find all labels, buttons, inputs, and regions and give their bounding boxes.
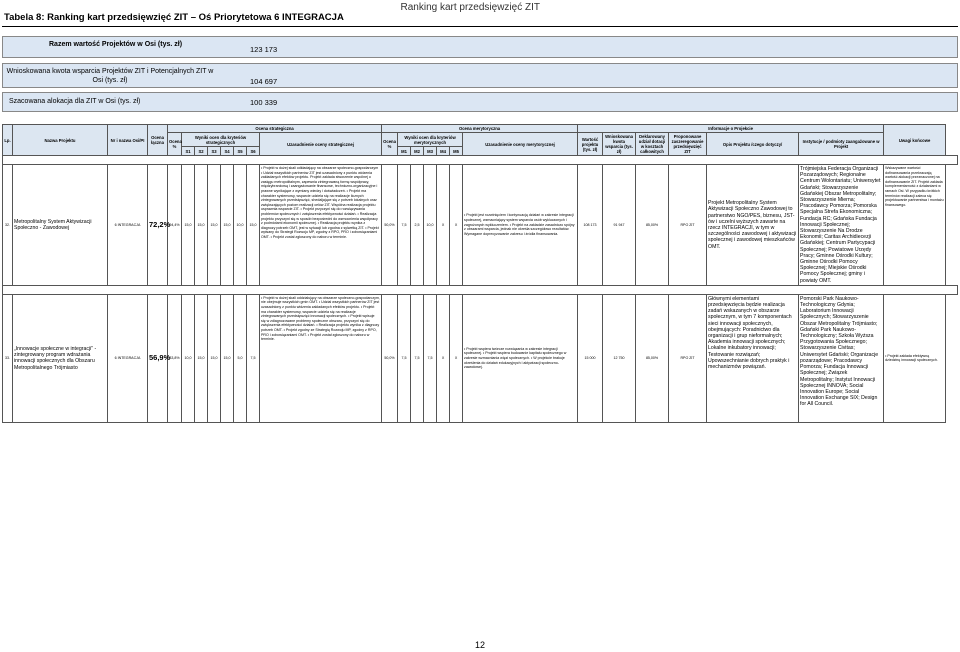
col-strat-just: Uzasadnienie oceny strategicznej — [260, 133, 382, 156]
row-s3: 15,0 — [208, 165, 221, 286]
col-name: Nazwa Projektu — [13, 125, 108, 156]
col-s3: S3 — [208, 147, 221, 156]
col-s1: S1 — [182, 147, 195, 156]
row-m3: 7,5 — [424, 294, 437, 422]
table-row — [3, 294, 958, 422]
page-number: 12 — [474, 640, 485, 650]
row-notes: Wskazywane wartości dofinansowania przekraczają wartość alokacji przeznaczonej na dofinansowanie ZIT. Projekt zakłada komplementarność z działaniami w ramach Osi. W przypadku krótkich terminów realizacji zaleca się projektowanie partnerstwa i montażu finansowego. — [884, 165, 946, 286]
row-m3: 10,0 — [424, 165, 437, 286]
group-strategic: Ocena strategiczna — [168, 125, 382, 133]
row-desc: Projekt Metropolitalny System Aktywizacji Społeczno Zawodowej to partnerstwo NGO/PES, biznesu, JST-ów i uczelni wyższych zawarte na rzecz INTEGRACJI, w tym w szczególności zawodowej i aktywizacji społecznej i zawodowej mieszkańców OMT. — [707, 165, 799, 286]
col-s5: S5 — [234, 147, 247, 156]
row-s2: 15,0 — [195, 294, 208, 422]
row-lp: 32. — [3, 165, 13, 286]
row-s5: 10,0 — [234, 165, 247, 286]
col-ws-head: Wyniki ocen dla kryteriów strategicznych — [182, 133, 260, 147]
col-s4: S4 — [221, 147, 234, 156]
separator-cell — [3, 285, 958, 294]
row-ocena2: 50,0% — [382, 294, 398, 422]
row-nr: 6 INTEGRACJA — [108, 165, 148, 286]
row-total: 72,2% — [148, 165, 168, 286]
col-cofin: Deklarowany udział dotacji w kosztach całkowitych — [636, 133, 669, 156]
row-notes: • Projekt zakłada efektywną dziedzinę innowacji społecznych. — [884, 294, 946, 422]
row-m4: X — [437, 165, 450, 286]
row-m2: 2,5 — [411, 165, 424, 286]
col-nr: Nr i nazwa Osi/PI — [108, 125, 148, 156]
summary-total-amount: 123 173 — [250, 45, 278, 54]
ranking-table — [2, 124, 958, 423]
col-m1: M1 — [398, 147, 411, 156]
row-lp: 33. — [3, 294, 13, 422]
row-cofin: 85,00% — [636, 165, 669, 286]
row-s4: 15,0 — [221, 294, 234, 422]
row-proposed: RPO ZIT — [669, 294, 707, 422]
summary-requested-amount: 104 697 — [250, 77, 278, 86]
row-name: Metropolitalny System Aktywizacji Społeczno - Zawodowej — [13, 165, 108, 286]
col-institutions: Instytucje / podmioty zaangażowane w Projekt — [799, 133, 884, 156]
table-title: Tabela 8: Ranking kart przedsięwzięć ZIT – Oś Priorytetowa 6 INTEGRACJA — [4, 12, 344, 23]
row-s2: 15,0 — [195, 165, 208, 286]
separator-row — [3, 156, 958, 165]
col-m4: M4 — [437, 147, 450, 156]
row-value: 108 173 — [578, 165, 603, 286]
summary-allocation — [2, 92, 958, 112]
row-s6: 15,0 — [247, 165, 260, 286]
row-institutions: Trójmiejska Federacja Organizacji Pozarządowych; Regionalne Centrum Wolontariatu; Uniwersytet Gdański; Stowarzyszenie Gdańskiej Obszar Metropolitalny; Stowarzyszenie Mierna; Pracodawcy Pomorza; Pomorska Specjalna Strefa Ekonomiczna; Fundacja RC; Gdańska Fundacja Innowacji Społecznej; Stowarzyszenie Na Drodze Ekonomii; Caritas Archidiecezji Gdańskiej; Centrum Partycypacji Społecznej; Powiatowe Urzędy Pracy; Gminne Ośrodki Kultury; Gminne Ośrodki Pomocy Społecznej; Miejskie Ośrodki Pomocy Społecznej; gminy i powiaty OMT. — [799, 165, 884, 286]
row-proposed: RPO ZIT — [669, 165, 707, 286]
row-m4: X — [437, 294, 450, 422]
row-m2: 7,5 — [411, 294, 424, 422]
col-merit-just: Uzasadnienie oceny merytorycznej — [463, 133, 578, 156]
row-m5: X — [450, 294, 463, 422]
col-wm-head: Wyniki ocen dla kryteriów merytorycznych — [398, 133, 463, 147]
row-s6: 7,5 — [247, 294, 260, 422]
col-requested: Wnioskowana kwota wsparcia (tys. zł) — [603, 133, 636, 156]
row-m5: X — [450, 165, 463, 286]
row-s5: 5,0 — [234, 294, 247, 422]
summary-requested-label: Wnioskowana kwota wsparcia Projektów ZIT i Potencjalnych ZIT w Osi (tys. zł) — [6, 68, 214, 84]
page-header-title: Ranking kart przedsięwzięć ZIT — [400, 2, 540, 13]
summary-requested — [2, 63, 958, 88]
row-ocena2: 50,0% — [382, 165, 398, 286]
row-requested: 91 947 — [603, 165, 636, 286]
row-total: 56,9% — [148, 294, 168, 422]
row-value: 15 000 — [578, 294, 603, 422]
row-s4: 15,0 — [221, 165, 234, 286]
row-m1: 7,5 — [398, 294, 411, 422]
summary-total-value — [2, 36, 958, 58]
row-merit-just: • Projekt jest rozwinięciem i kontynuacją działań w zakresie integracji społecznej, wzmacniający system wsparcia osób wykluczonych i zagrożonych wykluczeniem. • Projekt na zakładzie zasadniczo spójny z obszarami wsparcia, jednak nie określa szczegółowo rezultatów. Wymagane doprecyzowanie zakresu i źródła finansowania. — [463, 165, 578, 286]
col-m2: M2 — [411, 147, 424, 156]
separator-row — [3, 285, 958, 294]
row-s1: 15,0 — [182, 165, 195, 286]
separator-cell — [3, 156, 958, 165]
group-merit: Ocena merytoryczna — [382, 125, 578, 133]
row-desc: Głównymi elementami przedsięwzięcia będzie realizacja zadań wskazanych w obszarze społecznym, w tym 7 komponentach sieci innowacji społecznych, obejmujących: Poradnictwo dla organizacji i grup nieformalnych; Akademia innowacji społecznych; Lokalne inkubatory innowacji; Testowanie rozwiązań; Upowszechnianie dobrych praktyk i mechanizmów powiązań. — [707, 294, 799, 422]
col-ocena-pct2: Ocena % — [382, 133, 398, 156]
col-s2: S2 — [195, 147, 208, 156]
row-cofin: 85,00% — [636, 294, 669, 422]
row-s3: 15,0 — [208, 294, 221, 422]
row-strat-just: • Projekt w dużej skali oddziałujący na obszarze społeczno-gospodarczym, nie obejmuje wszystkich gmin OMT. • Udział wszystkich partnerów ZIT jest uzasadniony z punktu widzenia zakładanych efektów projektu. • Projekt ma charakter systemowy, wsparcie udziela się na realizacje zintegrowanych przedsięwzięć innowacji społecznych. • Projekt wpisuje się w zdiagnozowane problemy społeczne obszaru, przyczyni się do zwiększenia efektywności działań. • Realizacja projektu wynika z diagnozy potrzeb OMT. • Projekt zgodny ze Strategią Rozwoju MP, zgodny z RPO, PRO i zobowiązaniami OMT. • Projekt został zgłoszony do naboru w terminie. — [260, 294, 382, 422]
row-requested: 12 750 — [603, 294, 636, 422]
col-value: Wartość projektu (tys. zł) — [578, 133, 603, 156]
row-strat-just: • Projekt w dużej skali odkładający na obszarze społeczno-gospodarczym • Udział wszystkich partnerów ZIT jest uzasadniony z punktu widzenia zakładanych efektów projektu. Projekt zakłada stworzenie wspólnej o zasięgu metropolitalnym, zapewnia zintegrowaną formę współpracy, międzybranżową i zaangażowanie finansowe, techniczno-organizacyjne i prawne wynikające z wymiany wiedzy i doświadczeń. • Projekt ma charakter systemowy, wsparcie udziela się na realizacje licznych zintegrowanych przedsięwzięć, shedaljające się z potrzeb lokalnych oraz zwiększających poziom realizacji celów ZIT. Wspólna realizacja projektu usprawnia wsparcie ZIT. • Projekt przyczyni się do rozwiązywania problemów społecznych i zwiększenia efektywności działań. • Realizacja projektu przyczyni się w sposób bezpośredni do wzmocnienia współpracy z podmiotami ekonomii społecznej. • Realizacja projektu wynika z diagnozy potrzeb OMT, jest w sytuacji lub zgodna z sylwetką ZIT. • Projekt wpisany do Strategii Rozwoju MP, zgodny z RPO, PRO i zobowiązaniami OMT. • Projekt został zgłoszony do naboru w terminie. — [260, 165, 382, 286]
row-m1: 7,5 — [398, 165, 411, 286]
row-name: „Innowacje społeczne w integracji” - zintegrowany program wdrażania innowacji społecznych dla Obszaru Metropolitalnego Trójmiasto — [13, 294, 108, 422]
col-s6: S6 — [247, 147, 260, 156]
table-row — [3, 165, 958, 286]
group-info: Informacje o Projekcie — [578, 125, 884, 133]
row-institutions: Pomorski Park Naukowo-Technologiczny Gdynia; Laboratorium Innowacji Społecznych; Stowarzyszenie Obszar Metropolitalny Trójmiasto; Gdański Park Naukowo-Technologiczny; Szkoła Wyższa Przygotowania Społecznego; Stowarzyszenie Civitas; Uniwersytet Gdański; Organizacje pozarządowe; Pracodawcy Pomorza; Fundacja Innowacji Społecznej; Związek Metropolitalny; Instytut Innowacji Społecznej INNOVA; Social Innovation Europe; Social Innovation Exchange SIX; Design for All Council. — [799, 294, 884, 422]
row-ocena: 94,4% — [168, 165, 182, 286]
summary-total-label: Razem wartość Projektów w Osi (tys. zł) — [49, 41, 183, 48]
group-header-row — [3, 125, 958, 133]
row-ocena: 83,8% — [168, 294, 182, 422]
summary-allocation-label: Szacowana alokacja dla ZIT w Osi (tys. zł) — [9, 98, 141, 105]
col-total: Ocena łączna — [148, 125, 168, 156]
col-m3: M3 — [424, 147, 437, 156]
summary-allocation-amount: 100 339 — [250, 98, 278, 107]
row-s1: 10,0 — [182, 294, 195, 422]
col-lp: Lp. — [3, 125, 13, 156]
col-m5: M5 — [450, 147, 463, 156]
col-proposed: Proponowane zaszeregowanie przedsięwzięć ZIT — [669, 133, 707, 156]
header-divider — [2, 26, 958, 27]
col-ocena-pct: Ocena % — [168, 133, 182, 156]
row-nr: 6 INTEGRACJA — [108, 294, 148, 422]
col-notes: Uwagi końcowe — [884, 125, 946, 156]
row-merit-just: • Projekt wspiera twórcze rozwiązania w zakresie integracji społecznej. • Projekt wspiera budowanie kapitału społecznego w zakresie wzmacniania więzi społecznych. • W projekcie brakuje określenia do działań edukacyjnych i aktywizacji społeczno-zawodowej. — [463, 294, 578, 422]
col-desc: Opis Projektu /czego dotyczy/ — [707, 133, 799, 156]
